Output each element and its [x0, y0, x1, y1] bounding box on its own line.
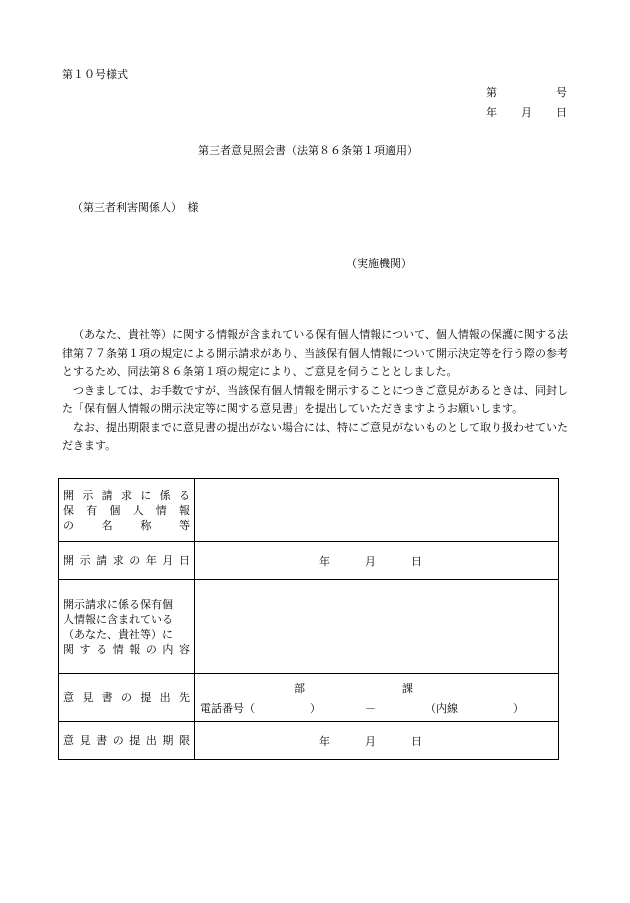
label-info-content: 開示請求に係る保有個 人情報に含まれている （あなた、貴社等）に 関する情報の内容: [59, 580, 195, 674]
value-info-content[interactable]: [195, 580, 559, 674]
date-day: 日: [556, 106, 567, 119]
value-requested-info-name[interactable]: [195, 479, 559, 542]
phone-dash: －: [365, 702, 376, 715]
table-row-submission-destination: [59, 674, 559, 722]
label-request-date: 開示請求の年月日: [59, 542, 195, 580]
table-row-name: [59, 479, 559, 542]
document-number-suffix: 号: [556, 86, 567, 99]
date-year: 年: [486, 106, 497, 119]
addressee: （第三者利害関係人） 様: [72, 201, 199, 214]
body-paragraph-1: （あなた、貴社等）に関する情報が含まれている保有個人情報について、個人情報の保護に関する法律第７７条第１項の規定による開示請求があり、当該保有個人情報について開示決定等を行う際の参考とするため、同法第８６条第１項の規定により、ご意見を伺うこととしました。: [62, 328, 568, 378]
body-text: [62, 326, 568, 456]
label-submission-destination: 意見書の提出先: [59, 674, 195, 722]
table-row-request-date: [59, 542, 559, 580]
label-requested-info-name: 開示請求に係る 保有個人情報 の 名 称 等: [59, 479, 195, 542]
department: 部: [294, 682, 305, 695]
section: 課: [402, 682, 413, 695]
phone-number: 電話番号（ ）: [200, 702, 321, 715]
value-deadline[interactable]: 年 月 日: [195, 722, 559, 760]
sender-organization: （実施機関）: [346, 257, 412, 270]
table-row-info-content: [59, 580, 559, 674]
document-number-prefix: 第: [486, 86, 497, 99]
form-table: [58, 478, 559, 760]
value-request-date[interactable]: 年 月 日: [195, 542, 559, 580]
form-number: 第１０号様式: [62, 68, 128, 81]
table-row-deadline: [59, 722, 559, 760]
label-deadline: 意見書の提出期限: [59, 722, 195, 760]
document-title: 第三者意見照会書（法第８６条第１項適用）: [198, 144, 418, 157]
body-paragraph-2: つきましては、お手数ですが、当該保有個人情報を開示することにつきご意見があるときは、同封した「保有個人情報の開示決定等に関する意見書」を提出していただきますようお願いします。: [62, 383, 568, 415]
extension: （内線 ）: [425, 702, 524, 715]
body-paragraph-3: なお、提出期限までに意見書の提出がない場合には、特にご意見がないものとして取り扱わせていただきます。: [62, 420, 568, 452]
value-submission-destination[interactable]: [195, 674, 559, 722]
date-month: 月: [521, 106, 532, 119]
